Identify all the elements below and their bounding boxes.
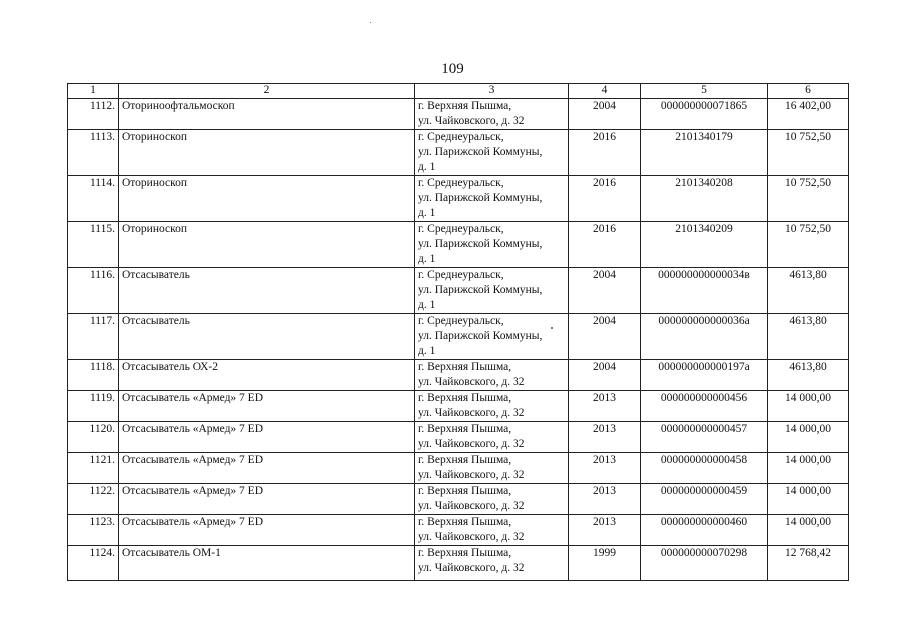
item-year: 2013: [569, 391, 641, 422]
item-name: Отсасыватель «Армед» 7 ED: [119, 391, 415, 422]
column-header: 4: [569, 84, 641, 99]
item-name: Отсасыватель «Армед» 7 ED: [119, 484, 415, 515]
inventory-number: 2101340179: [641, 130, 768, 176]
item-address: г. Верхняя Пышма, ул. Чайковского, д. 32: [415, 515, 569, 546]
item-name: Отсасыватель «Армед» 7 ED: [119, 515, 415, 546]
item-cost: 4613,80: [768, 314, 849, 360]
column-header: 2: [119, 84, 415, 99]
item-name: Отсасыватель ОМ-1: [119, 546, 415, 581]
item-address: г. Верхняя Пышма, ул. Чайковского, д. 32: [415, 422, 569, 453]
row-number: 1117.: [68, 314, 119, 360]
column-header: 3: [415, 84, 569, 99]
item-address: г. Верхняя Пышма, ул. Чайковского, д. 32: [415, 391, 569, 422]
header-row: [68, 84, 849, 99]
item-cost: 12 768,42: [768, 546, 849, 581]
item-name: Отсасыватель «Армед» 7 ED: [119, 453, 415, 484]
item-address: г. Верхняя Пышма, ул. Чайковского, д. 32: [415, 453, 569, 484]
inventory-number: 000000000000459: [641, 484, 768, 515]
item-address: г. Среднеуральск, ул. Парижской Коммуны, д. 1: [415, 130, 569, 176]
table-row: [68, 268, 849, 314]
row-number: 1121.: [68, 453, 119, 484]
item-cost: 10 752,50: [768, 130, 849, 176]
item-cost: 14 000,00: [768, 484, 849, 515]
inventory-number: 000000000070298: [641, 546, 768, 581]
item-year: 2004: [569, 268, 641, 314]
item-year: 2013: [569, 453, 641, 484]
table-row: [68, 222, 849, 268]
row-number: 1124.: [68, 546, 119, 581]
item-name: Оториноскоп: [119, 176, 415, 222]
item-year: 2004: [569, 314, 641, 360]
item-year: 2016: [569, 130, 641, 176]
row-number: 1119.: [68, 391, 119, 422]
inventory-number: 000000000000458: [641, 453, 768, 484]
table-row: [68, 546, 849, 581]
inventory-number: 000000000071865: [641, 99, 768, 130]
item-address: г. Верхняя Пышма, ул. Чайковского, д. 32: [415, 546, 569, 581]
item-cost: 14 000,00: [768, 453, 849, 484]
item-name: Отсасыватель: [119, 314, 415, 360]
item-name: Оториноофтальмоскоп: [119, 99, 415, 130]
row-number: 1116.: [68, 268, 119, 314]
table-row: [68, 484, 849, 515]
row-number: 1115.: [68, 222, 119, 268]
item-year: 2013: [569, 422, 641, 453]
item-cost: 10 752,50: [768, 222, 849, 268]
inventory-number: 000000000000456: [641, 391, 768, 422]
item-name: Оториноскоп: [119, 130, 415, 176]
row-number: 1113.: [68, 130, 119, 176]
item-year: 2016: [569, 176, 641, 222]
row-number: 1123.: [68, 515, 119, 546]
item-cost: 4613,80: [768, 268, 849, 314]
item-year: 1999: [569, 546, 641, 581]
item-cost: 10 752,50: [768, 176, 849, 222]
inventory-number: 000000000000457: [641, 422, 768, 453]
inventory-table: [67, 83, 849, 581]
item-address: г. Среднеуральск, ул. Парижской Коммуны, д. 1: [415, 268, 569, 314]
scan-speck: [370, 22, 371, 23]
table-row: [68, 99, 849, 130]
item-year: 2016: [569, 222, 641, 268]
inventory-number: 000000000000036а: [641, 314, 768, 360]
table-row: [68, 360, 849, 391]
table-row: [68, 130, 849, 176]
inventory-number: 2101340208: [641, 176, 768, 222]
row-number: 1114.: [68, 176, 119, 222]
column-header: 5: [641, 84, 768, 99]
table-row: [68, 314, 849, 360]
inventory-number: 2101340209: [641, 222, 768, 268]
item-name: Отсасыватель ОХ-2: [119, 360, 415, 391]
item-cost: 14 000,00: [768, 391, 849, 422]
item-cost: 14 000,00: [768, 422, 849, 453]
column-header: 1: [68, 84, 119, 99]
column-header: 6: [768, 84, 849, 99]
item-name: Отсасыватель: [119, 268, 415, 314]
inventory-number: 000000000000460: [641, 515, 768, 546]
item-year: 2013: [569, 515, 641, 546]
item-name: Отсасыватель «Армед» 7 ED: [119, 422, 415, 453]
row-number: 1118.: [68, 360, 119, 391]
item-address: г. Верхняя Пышма, ул. Чайковского, д. 32: [415, 360, 569, 391]
item-address: г. Верхняя Пышма, ул. Чайковского, д. 32: [415, 99, 569, 130]
table-row: [68, 422, 849, 453]
page-number: 109: [441, 61, 464, 77]
item-cost: 14 000,00: [768, 515, 849, 546]
item-name: Оториноскоп: [119, 222, 415, 268]
item-cost: 4613,80: [768, 360, 849, 391]
table-row: [68, 391, 849, 422]
item-year: 2004: [569, 360, 641, 391]
table-row: [68, 453, 849, 484]
item-year: 2013: [569, 484, 641, 515]
inventory-number: 000000000000034в: [641, 268, 768, 314]
scan-speck: [551, 327, 553, 329]
row-number: 1112.: [68, 99, 119, 130]
item-address: г. Среднеуральск, ул. Парижской Коммуны, д. 1: [415, 176, 569, 222]
item-address: г. Верхняя Пышма, ул. Чайковского, д. 32: [415, 484, 569, 515]
item-year: 2004: [569, 99, 641, 130]
table-row: [68, 515, 849, 546]
inventory-number: 000000000000197а: [641, 360, 768, 391]
item-address: г. Среднеуральск, ул. Парижской Коммуны, д. 1: [415, 314, 569, 360]
item-cost: 16 402,00: [768, 99, 849, 130]
table-row: [68, 176, 849, 222]
item-address: г. Среднеуральск, ул. Парижской Коммуны, д. 1: [415, 222, 569, 268]
row-number: 1120.: [68, 422, 119, 453]
row-number: 1122.: [68, 484, 119, 515]
